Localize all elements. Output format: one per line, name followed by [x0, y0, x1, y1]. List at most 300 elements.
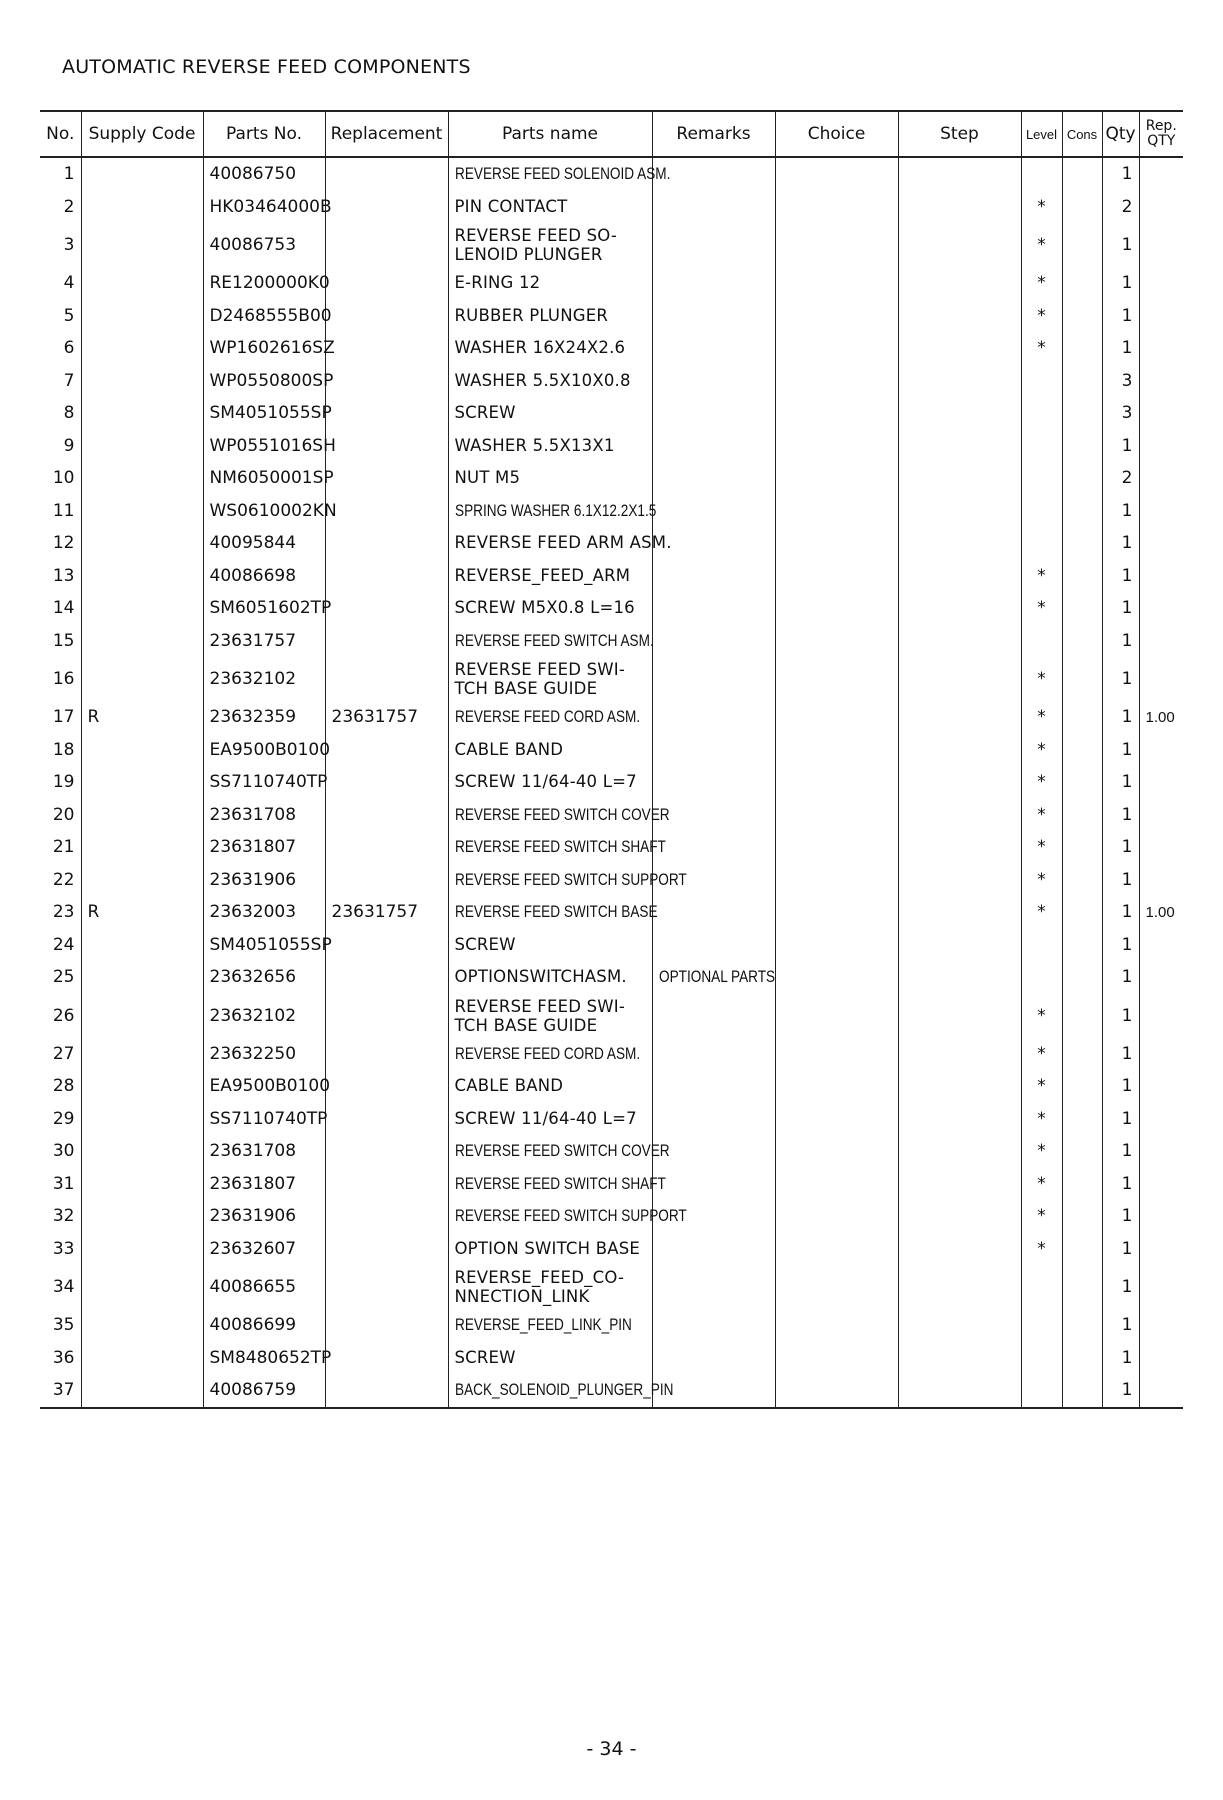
- cell-level: *: [1021, 560, 1062, 593]
- cell-remarks: [652, 592, 775, 625]
- cell-parts-no: 40086698: [203, 560, 325, 593]
- cell-level: *: [1021, 592, 1062, 625]
- cell-level: [1021, 1342, 1062, 1375]
- cell-remarks: [652, 1135, 775, 1168]
- table-row: [40, 1103, 1183, 1136]
- cell-rep-qty: [1139, 332, 1183, 365]
- parts-name-text: NUT M5: [454, 468, 521, 488]
- cell-parts-no: 23631906: [203, 864, 325, 897]
- table-header-row: [40, 111, 1183, 157]
- cell-supply-code: [81, 864, 203, 897]
- cell-step: [898, 223, 1021, 267]
- parts-name-text: BACK_SOLENOID_PLUNGER_PIN: [454, 1380, 673, 1400]
- col-header-level: Level: [1021, 111, 1062, 157]
- cell-parts-name: [448, 625, 652, 658]
- table-row: [40, 157, 1183, 191]
- parts-name-text: REVERSE FEED SWITCH ASM.: [454, 630, 654, 650]
- cell-parts-name: [448, 1070, 652, 1103]
- cell-qty: 1: [1102, 1233, 1139, 1266]
- table-row: [40, 1309, 1183, 1342]
- cell-replacement: 23631757: [325, 701, 448, 734]
- cell-supply-code: [81, 527, 203, 560]
- cell-choice: [775, 592, 898, 625]
- cell-step: [898, 462, 1021, 495]
- parts-name-text: REVERSE FEED SWI- TCH BASE GUIDE: [454, 660, 626, 698]
- cell-cons: [1062, 799, 1102, 832]
- remarks-text: OPTIONAL PARTS: [658, 967, 775, 987]
- cell-rep-qty: [1139, 799, 1183, 832]
- cell-step: [898, 191, 1021, 224]
- cell-rep-qty: [1139, 1233, 1183, 1266]
- cell-replacement: [325, 625, 448, 658]
- cell-level: *: [1021, 300, 1062, 333]
- col-header-step: Step: [898, 111, 1021, 157]
- parts-name-text: OPTIONSWITCHASM.: [454, 967, 627, 987]
- cell-choice: [775, 625, 898, 658]
- parts-name-text: REVERSE FEED SWITCH COVER: [454, 804, 670, 824]
- parts-name-text: SCREW: [454, 1347, 516, 1367]
- cell-level: *: [1021, 864, 1062, 897]
- cell-parts-name: [448, 1374, 673, 1408]
- cell-no: 36: [40, 1342, 81, 1375]
- cell-cons: [1062, 157, 1102, 191]
- cell-replacement: [325, 462, 448, 495]
- cell-step: [898, 766, 1021, 799]
- cell-no: 25: [40, 961, 81, 994]
- cell-qty: 1: [1102, 701, 1139, 734]
- cell-choice: [775, 300, 898, 333]
- cell-supply-code: [81, 430, 203, 463]
- cell-qty: 1: [1102, 1342, 1139, 1375]
- cell-remarks: [652, 961, 775, 994]
- cell-rep-qty: 1.00: [1139, 896, 1183, 929]
- cell-step: [898, 657, 1021, 701]
- cell-cons: [1062, 831, 1102, 864]
- cell-supply-code: [81, 191, 203, 224]
- cell-rep-qty: [1139, 191, 1183, 224]
- cell-level: *: [1021, 831, 1062, 864]
- cell-no: 10: [40, 462, 81, 495]
- cell-step: [898, 1038, 1021, 1071]
- cell-cons: [1062, 462, 1102, 495]
- cell-level: *: [1021, 332, 1062, 365]
- cell-qty: 1: [1102, 560, 1139, 593]
- cell-choice: [775, 1374, 898, 1408]
- cell-qty: 1: [1102, 592, 1139, 625]
- cell-remarks: [652, 766, 775, 799]
- cell-replacement: [325, 766, 448, 799]
- cell-choice: [775, 929, 898, 962]
- cell-qty: 1: [1102, 1168, 1139, 1201]
- parts-name-text: REVERSE FEED ARM ASM.: [454, 533, 672, 553]
- cell-step: [898, 560, 1021, 593]
- cell-parts-name: [448, 961, 652, 994]
- cell-no: 27: [40, 1038, 81, 1071]
- cell-level: [1021, 365, 1062, 398]
- cell-level: *: [1021, 1168, 1062, 1201]
- cell-replacement: [325, 831, 448, 864]
- cell-choice: [775, 994, 898, 1038]
- cell-supply-code: [81, 332, 203, 365]
- rep-qty-line2: QTY: [1147, 133, 1176, 149]
- cell-supply-code: [81, 462, 203, 495]
- cell-parts-name: [448, 734, 652, 767]
- cell-rep-qty: [1139, 961, 1183, 994]
- cell-step: [898, 799, 1021, 832]
- cell-remarks: [652, 1309, 775, 1342]
- cell-cons: [1062, 1233, 1102, 1266]
- cell-level: *: [1021, 766, 1062, 799]
- cell-supply-code: [81, 1374, 203, 1408]
- cell-step: [898, 157, 1021, 191]
- cell-parts-name: [448, 462, 652, 495]
- cell-supply-code: [81, 1168, 203, 1201]
- cell-parts-no: EA9500B0100: [203, 1070, 325, 1103]
- cell-cons: [1062, 1200, 1102, 1233]
- cell-parts-name: [448, 766, 652, 799]
- cell-choice: [775, 527, 898, 560]
- cell-choice: [775, 191, 898, 224]
- cell-qty: 1: [1102, 864, 1139, 897]
- parts-name-text: REVERSE FEED SO- LENOID PLUNGER: [454, 226, 618, 264]
- cell-cons: [1062, 1103, 1102, 1136]
- cell-cons: [1062, 430, 1102, 463]
- cell-level: *: [1021, 267, 1062, 300]
- cell-level: *: [1021, 994, 1062, 1038]
- cell-rep-qty: [1139, 462, 1183, 495]
- col-header-choice: Choice: [775, 111, 898, 157]
- cell-qty: 1: [1102, 734, 1139, 767]
- cell-choice: [775, 1265, 898, 1309]
- table-row: [40, 799, 1183, 832]
- cell-remarks: [652, 1233, 775, 1266]
- cell-replacement: [325, 365, 448, 398]
- cell-level: *: [1021, 1038, 1062, 1071]
- parts-name-text: SCREW: [454, 403, 516, 423]
- cell-rep-qty: [1139, 994, 1183, 1038]
- cell-level: *: [1021, 1070, 1062, 1103]
- parts-name-text: REVERSE_FEED_LINK_PIN: [454, 1315, 632, 1335]
- table-row: [40, 560, 1183, 593]
- cell-parts-no: 23631708: [203, 1135, 325, 1168]
- cell-rep-qty: [1139, 223, 1183, 267]
- cell-parts-no: EA9500B0100: [203, 734, 325, 767]
- cell-level: *: [1021, 1135, 1062, 1168]
- cell-parts-name: [448, 527, 672, 560]
- cell-parts-name: [448, 430, 652, 463]
- cell-level: [1021, 961, 1062, 994]
- cell-parts-no: D2468555B00: [203, 300, 325, 333]
- cell-no: 20: [40, 799, 81, 832]
- cell-no: 6: [40, 332, 81, 365]
- cell-qty: 1: [1102, 625, 1139, 658]
- table-row: [40, 223, 1183, 267]
- cell-replacement: [325, 1265, 448, 1309]
- cell-choice: [775, 734, 898, 767]
- cell-choice: [775, 766, 898, 799]
- table-row: [40, 1233, 1183, 1266]
- parts-name-text: WASHER 5.5X13X1: [454, 435, 615, 455]
- cell-supply-code: [81, 961, 203, 994]
- table-row: [40, 1200, 1183, 1233]
- cell-no: 17: [40, 701, 81, 734]
- col-header-supply-code: Supply Code: [81, 111, 203, 157]
- cell-step: [898, 527, 1021, 560]
- cell-cons: [1062, 560, 1102, 593]
- cell-choice: [775, 1038, 898, 1071]
- cell-step: [898, 495, 1021, 528]
- cell-rep-qty: [1139, 1200, 1183, 1233]
- cell-parts-no: SS7110740TP: [203, 1103, 325, 1136]
- table-row: [40, 191, 1183, 224]
- cell-parts-no: WP0551016SH: [203, 430, 325, 463]
- table-row: [40, 1265, 1183, 1309]
- cell-remarks: [652, 831, 775, 864]
- cell-supply-code: [81, 1233, 203, 1266]
- cell-rep-qty: [1139, 430, 1183, 463]
- cell-rep-qty: [1139, 267, 1183, 300]
- cell-replacement: [325, 560, 448, 593]
- col-header-qty: Qty: [1102, 111, 1139, 157]
- cell-qty: 1: [1102, 1200, 1139, 1233]
- cell-supply-code: [81, 1135, 203, 1168]
- cell-cons: [1062, 994, 1102, 1038]
- cell-qty: 1: [1102, 1135, 1139, 1168]
- parts-name-text: SCREW M5X0.8 L=16: [454, 598, 635, 618]
- cell-supply-code: [81, 1265, 203, 1309]
- cell-cons: [1062, 592, 1102, 625]
- cell-no: 7: [40, 365, 81, 398]
- cell-cons: [1062, 300, 1102, 333]
- table-row: [40, 929, 1183, 962]
- cell-replacement: [325, 592, 448, 625]
- cell-parts-name: [448, 994, 652, 1038]
- cell-parts-name: [448, 701, 652, 734]
- cell-supply-code: [81, 495, 203, 528]
- cell-level: [1021, 495, 1062, 528]
- cell-parts-no: SM6051602TP: [203, 592, 325, 625]
- cell-parts-name: [448, 929, 652, 962]
- cell-parts-no: 23632250: [203, 1038, 325, 1071]
- cell-replacement: [325, 1168, 448, 1201]
- cell-cons: [1062, 191, 1102, 224]
- table-row: [40, 1038, 1183, 1071]
- cell-supply-code: [81, 1200, 203, 1233]
- cell-parts-name: [448, 1135, 670, 1168]
- cell-replacement: [325, 527, 448, 560]
- cell-parts-no: 40086655: [203, 1265, 325, 1309]
- cell-parts-name: [448, 896, 658, 929]
- cell-level: *: [1021, 734, 1062, 767]
- cell-replacement: [325, 1135, 448, 1168]
- cell-rep-qty: [1139, 831, 1183, 864]
- cell-replacement: [325, 961, 448, 994]
- cell-supply-code: [81, 734, 203, 767]
- cell-step: [898, 1200, 1021, 1233]
- cell-supply-code: [81, 799, 203, 832]
- cell-rep-qty: [1139, 1038, 1183, 1071]
- cell-parts-no: 23632102: [203, 657, 325, 701]
- cell-step: [898, 961, 1021, 994]
- cell-choice: [775, 1200, 898, 1233]
- cell-parts-name: [448, 332, 652, 365]
- cell-supply-code: R: [81, 701, 203, 734]
- cell-no: 35: [40, 1309, 81, 1342]
- cell-parts-no: RE1200000K0: [203, 267, 325, 300]
- cell-choice: [775, 560, 898, 593]
- cell-qty: 1: [1102, 223, 1139, 267]
- table-row: [40, 397, 1183, 430]
- cell-qty: 1: [1102, 766, 1139, 799]
- cell-supply-code: [81, 560, 203, 593]
- cell-choice: [775, 462, 898, 495]
- cell-cons: [1062, 929, 1102, 962]
- cell-level: [1021, 157, 1062, 191]
- cell-no: 26: [40, 994, 81, 1038]
- parts-table-body: [40, 157, 1183, 1408]
- cell-parts-no: SM8480652TP: [203, 1342, 325, 1375]
- cell-rep-qty: [1139, 1342, 1183, 1375]
- cell-parts-name: [448, 365, 652, 398]
- cell-qty: 1: [1102, 495, 1139, 528]
- cell-no: 34: [40, 1265, 81, 1309]
- parts-name-text: CABLE BAND: [454, 739, 564, 759]
- table-row: [40, 766, 1183, 799]
- cell-remarks: [652, 657, 775, 701]
- cell-parts-name: [448, 300, 652, 333]
- cell-replacement: [325, 929, 448, 962]
- parts-name-text: REVERSE FEED SOLENOID ASM.: [454, 164, 670, 184]
- cell-no: 4: [40, 267, 81, 300]
- page-title: AUTOMATIC REVERSE FEED COMPONENTS: [62, 56, 471, 78]
- cell-no: 30: [40, 1135, 81, 1168]
- table-row: [40, 701, 1183, 734]
- cell-qty: 1: [1102, 657, 1139, 701]
- cell-no: 15: [40, 625, 81, 658]
- cell-qty: 1: [1102, 1265, 1139, 1309]
- cell-parts-no: SM4051055SP: [203, 929, 325, 962]
- cell-parts-name: [448, 1265, 652, 1309]
- cell-choice: [775, 495, 898, 528]
- cell-no: 1: [40, 157, 81, 191]
- cell-parts-no: 23631757: [203, 625, 325, 658]
- cell-no: 13: [40, 560, 81, 593]
- cell-qty: 1: [1102, 831, 1139, 864]
- parts-name-text: SCREW: [454, 934, 516, 954]
- table-row: [40, 625, 1183, 658]
- cell-rep-qty: [1139, 1103, 1183, 1136]
- cell-replacement: [325, 1309, 448, 1342]
- cell-supply-code: [81, 157, 203, 191]
- cell-level: *: [1021, 1103, 1062, 1136]
- cell-no: 33: [40, 1233, 81, 1266]
- cell-replacement: [325, 397, 448, 430]
- cell-supply-code: [81, 1342, 203, 1375]
- col-header-rep-qty: [1139, 111, 1183, 157]
- table-row: [40, 527, 1183, 560]
- cell-parts-no: SS7110740TP: [203, 766, 325, 799]
- parts-name-text: OPTION SWITCH BASE: [454, 1238, 641, 1258]
- parts-name-text: REVERSE FEED SWITCH COVER: [454, 1141, 670, 1161]
- cell-cons: [1062, 267, 1102, 300]
- cell-cons: [1062, 1374, 1102, 1408]
- table-row: [40, 1168, 1183, 1201]
- parts-name-text: WASHER 5.5X10X0.8: [454, 370, 631, 390]
- cell-supply-code: [81, 365, 203, 398]
- cell-parts-name: [448, 799, 670, 832]
- table-row: [40, 495, 1183, 528]
- cell-remarks: [652, 495, 775, 528]
- cell-parts-no: 23631906: [203, 1200, 325, 1233]
- table-row: [40, 1070, 1183, 1103]
- cell-remarks: [652, 1070, 775, 1103]
- cell-no: 22: [40, 864, 81, 897]
- cell-rep-qty: [1139, 592, 1183, 625]
- cell-parts-name: [448, 1168, 666, 1201]
- cell-qty: 1: [1102, 300, 1139, 333]
- cell-choice: [775, 365, 898, 398]
- cell-parts-no: 23631807: [203, 1168, 325, 1201]
- cell-parts-no: 23632359: [203, 701, 325, 734]
- cell-step: [898, 365, 1021, 398]
- cell-level: *: [1021, 223, 1062, 267]
- cell-remarks: [652, 462, 775, 495]
- cell-parts-name: [448, 1200, 687, 1233]
- cell-choice: [775, 1342, 898, 1375]
- table-row: [40, 300, 1183, 333]
- cell-supply-code: [81, 300, 203, 333]
- cell-choice: [775, 896, 898, 929]
- cell-remarks: [652, 701, 775, 734]
- cell-cons: [1062, 397, 1102, 430]
- cell-qty: 1: [1102, 1374, 1139, 1408]
- cell-level: *: [1021, 1200, 1062, 1233]
- cell-level: [1021, 430, 1062, 463]
- cell-cons: [1062, 1309, 1102, 1342]
- cell-rep-qty: [1139, 657, 1183, 701]
- cell-rep-qty: [1139, 1265, 1183, 1309]
- cell-replacement: [325, 1038, 448, 1071]
- cell-step: [898, 1168, 1021, 1201]
- cell-supply-code: [81, 223, 203, 267]
- cell-no: 32: [40, 1200, 81, 1233]
- cell-qty: 1: [1102, 1038, 1139, 1071]
- parts-name-text: SPRING WASHER 6.1X12.2X1.5: [454, 500, 656, 520]
- cell-rep-qty: [1139, 495, 1183, 528]
- cell-remarks: [652, 267, 775, 300]
- table-row: [40, 365, 1183, 398]
- cell-qty: 1: [1102, 994, 1139, 1038]
- rep-qty-line1: Rep.: [1145, 118, 1177, 134]
- cell-rep-qty: [1139, 1168, 1183, 1201]
- parts-name-text: REVERSE FEED SWI- TCH BASE GUIDE: [454, 996, 626, 1035]
- cell-rep-qty: [1139, 397, 1183, 430]
- cell-qty: 1: [1102, 1103, 1139, 1136]
- cell-rep-qty: [1139, 560, 1183, 593]
- parts-name-text: REVERSE FEED CORD ASM.: [454, 707, 640, 727]
- cell-parts-no: 23632102: [203, 994, 325, 1038]
- cell-parts-name: [448, 864, 687, 897]
- cell-step: [898, 1374, 1021, 1408]
- cell-choice: [775, 397, 898, 430]
- cell-choice: [775, 1233, 898, 1266]
- table-row: [40, 831, 1183, 864]
- table-row: [40, 267, 1183, 300]
- cell-no: 5: [40, 300, 81, 333]
- cell-cons: [1062, 766, 1102, 799]
- cell-parts-name: [448, 191, 652, 224]
- cell-remarks: [652, 157, 775, 191]
